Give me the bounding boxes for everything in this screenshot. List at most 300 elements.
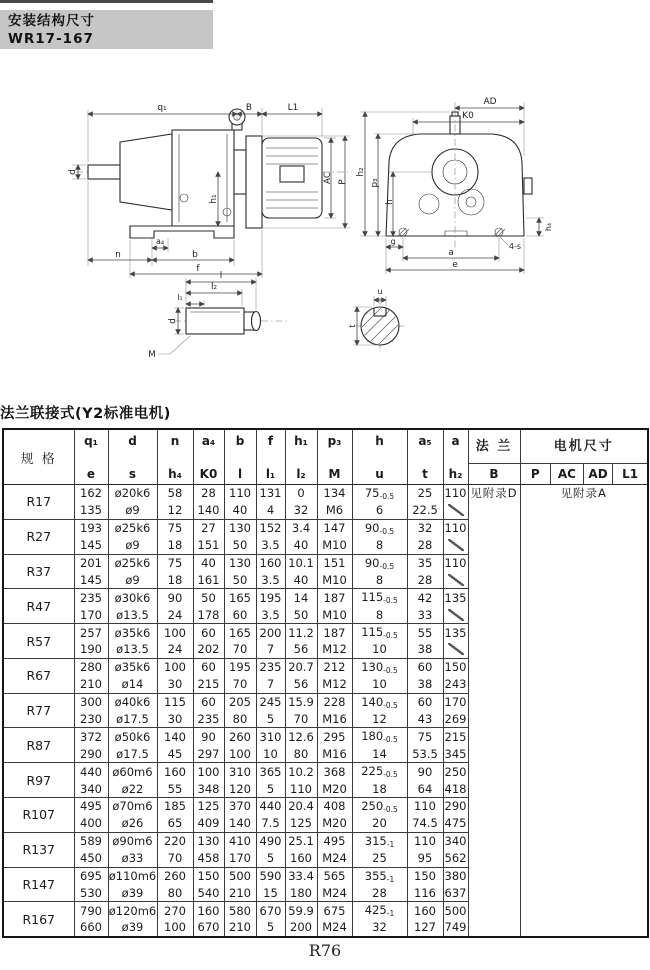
col-header-bottom-label: s	[128, 467, 137, 481]
dim-cell: 125	[193, 798, 224, 815]
dim-cell: M24	[317, 919, 352, 936]
dimensions-table-head	[3, 429, 648, 485]
dim-cell: ø17.5	[108, 711, 157, 728]
dim-label-AD: AD	[483, 97, 497, 107]
dim-label-h4: h₄	[544, 222, 553, 232]
dim-cell: 5	[256, 850, 285, 867]
dim-cell: 440	[74, 763, 108, 780]
dim-cell: M24	[317, 884, 352, 901]
col-header-dim-9	[407, 429, 443, 485]
spec-label: R147	[3, 867, 74, 902]
dim-cell: ø60m6	[108, 763, 157, 780]
dim-cell: 165	[224, 589, 256, 606]
col-header-flange	[468, 429, 520, 485]
dim-cell: 70	[224, 641, 256, 658]
dim-cell: 65	[157, 815, 193, 832]
dim-cell: 42	[407, 589, 443, 606]
dim-cell: 3.5	[256, 537, 285, 554]
dim-cell: 110	[407, 798, 443, 815]
dim-cell: 269	[444, 712, 467, 727]
dim-cell: 190	[74, 641, 108, 658]
dim-cell: 80	[224, 711, 256, 728]
dim-cell: 130	[224, 554, 256, 571]
dim-cell: 660	[74, 919, 108, 936]
dim-cell: 11.2	[285, 624, 317, 641]
dim-cell: 365	[256, 763, 285, 780]
dim-cell: $130_{-0.5}$	[352, 658, 407, 675]
dim-cell: 562	[444, 851, 467, 866]
shaft-detail-drawing	[148, 271, 290, 360]
dim-cell: M20	[317, 780, 352, 797]
page-header-box	[0, 10, 213, 49]
dim-cell: 90	[157, 589, 193, 606]
dim-cell: $225_{-0.5}$	[352, 763, 407, 780]
dim-cell: 4	[256, 502, 285, 519]
dim-label-l: l	[219, 271, 223, 281]
col-header-top-label: f	[267, 434, 274, 448]
dim-cell: 495	[74, 798, 108, 815]
spec-label: R27	[3, 519, 74, 554]
dim-cell: 32	[352, 919, 407, 936]
dim-cell: 8	[352, 571, 407, 588]
dim-cell	[443, 502, 468, 519]
dim-cell: 565	[317, 867, 352, 884]
dim-cell: 215	[193, 676, 224, 693]
dim-cell: 10	[352, 676, 407, 693]
dim-cell: ø33	[108, 850, 157, 867]
dim-cell: M10	[317, 571, 352, 588]
dim-cell: 400	[74, 815, 108, 832]
dim-cell: ø9	[108, 502, 157, 519]
dim-cell: 7.5	[256, 815, 285, 832]
dim-cell: ø9	[108, 537, 157, 554]
dim-cell: 6	[352, 502, 407, 519]
dim-cell: 210	[224, 884, 256, 901]
dim-cell: 59.9	[285, 902, 317, 919]
dim-cell: 260	[157, 867, 193, 884]
dim-cell: $315_{-1}$	[352, 832, 407, 849]
not-applicable-slash	[448, 609, 464, 621]
dim-cell: 40	[285, 571, 317, 588]
dim-label-P: P	[338, 179, 348, 185]
dim-cell: 152	[256, 519, 285, 536]
dim-cell: 32	[285, 502, 317, 519]
dim-cell: 60	[193, 658, 224, 675]
dim-cell: 235	[193, 711, 224, 728]
dim-cell: 150	[407, 867, 443, 884]
dim-label-d-side: d	[68, 169, 78, 175]
dim-label-f: f	[196, 264, 200, 274]
dim-cell: 3.4	[285, 519, 317, 536]
dim-cell: M16	[317, 745, 352, 762]
dim-cell: $115_{-0.5}$	[352, 624, 407, 641]
col-header-dim-4	[224, 429, 256, 485]
col-header-bottom-label: e	[86, 467, 96, 481]
dim-cell: 40	[224, 502, 256, 519]
dim-cell: 180	[285, 884, 317, 901]
dim-label-p3: p₃	[370, 178, 380, 188]
dim-cell: 15.9	[285, 693, 317, 710]
col-header-motor	[520, 429, 648, 485]
dim-cell: 151	[317, 554, 352, 571]
dim-cell: 125	[285, 815, 317, 832]
dim-cell: 230	[74, 711, 108, 728]
dim-cell: 160	[285, 850, 317, 867]
dim-cell: 151	[193, 537, 224, 554]
dim-cell: 38	[407, 676, 443, 693]
dim-cell: 14	[285, 589, 317, 606]
col-header-labels	[318, 431, 352, 483]
dim-cell: 310	[256, 728, 285, 745]
dim-cell: 185	[157, 798, 193, 815]
not-applicable-slash	[448, 504, 464, 516]
dim-cell: 70	[157, 850, 193, 867]
col-header-spec: 规 格	[3, 429, 74, 485]
motor-sub-label-AC: AC	[550, 464, 583, 484]
dim-cell: ø120m6	[108, 903, 157, 918]
dim-label-a: a	[448, 248, 454, 258]
dim-label-K0: K0	[462, 111, 474, 121]
dim-cell: 3.5	[256, 571, 285, 588]
dim-cell: 290	[74, 745, 108, 762]
col-header-top-label: a₄	[201, 434, 216, 448]
dim-cell: 130	[193, 832, 224, 849]
dim-cell: 145	[74, 537, 108, 554]
dim-cell: M6	[317, 502, 352, 519]
dim-cell: 695	[74, 867, 108, 884]
dim-cell: 410	[224, 832, 256, 849]
dim-cell: 100	[157, 919, 193, 936]
dim-cell: ø70m6	[108, 798, 157, 815]
dim-cell: 280	[74, 658, 108, 675]
dim-cell: 28	[352, 884, 407, 901]
dim-cell: ø30k6	[108, 589, 157, 606]
dim-cell: 210	[74, 676, 108, 693]
not-applicable-slash	[448, 643, 464, 655]
dim-cell: 100	[157, 658, 193, 675]
dim-cell: 170	[444, 695, 467, 710]
dim-cell: 340	[74, 780, 108, 797]
col-header-labels	[257, 431, 285, 483]
dim-cell: 50	[224, 537, 256, 554]
dim-cell: 201	[74, 554, 108, 571]
dim-cell: 170	[224, 850, 256, 867]
dim-label-L1: L1	[287, 103, 299, 113]
dim-cell: 100	[193, 763, 224, 780]
dim-cell: 22.5	[407, 502, 443, 519]
dim-cell: 187	[317, 624, 352, 641]
dim-cell: ø50k6	[108, 728, 157, 745]
dim-cell: 60	[193, 624, 224, 641]
col-header-bottom-label: u	[375, 467, 384, 481]
dim-cell: 50	[285, 606, 317, 623]
dim-cell: 14	[352, 745, 407, 762]
dim-cell: 15	[256, 884, 285, 901]
dim-cell: 110	[407, 832, 443, 849]
dim-cell: 28	[193, 485, 224, 502]
dim-cell: 160	[193, 902, 224, 919]
dim-cell: 670	[256, 902, 285, 919]
dim-cell: 24	[157, 641, 193, 658]
dim-cell: 200	[256, 624, 285, 641]
dim-cell: 10.1	[285, 554, 317, 571]
motor-sub-label-L1: L1	[612, 464, 647, 484]
dim-cell: 205	[224, 693, 256, 710]
dim-cell: 25	[352, 850, 407, 867]
col-header-bottom-label: l₁	[265, 467, 276, 481]
page-number: R76	[308, 941, 342, 960]
dim-label-B: B	[245, 103, 253, 113]
dimensions-table-body	[3, 485, 648, 937]
dim-cell: 348	[193, 780, 224, 797]
dim-cell: 170	[74, 606, 108, 623]
dim-cell: 495	[317, 832, 352, 849]
front-view-drawing	[356, 97, 553, 274]
dim-cell: 80	[157, 884, 193, 901]
col-header-labels	[109, 431, 157, 483]
dim-cell: 165	[224, 624, 256, 641]
spec-label: R57	[3, 624, 74, 659]
header-title: 安装结构尺寸	[8, 13, 95, 29]
dim-cell: 140	[193, 502, 224, 519]
motor-sub-labels	[521, 464, 648, 484]
dim-cell: 310	[224, 763, 256, 780]
dim-label-b: b	[192, 250, 198, 260]
col-header-dim-5	[256, 429, 285, 485]
dim-label-h: h	[385, 199, 395, 205]
dim-cell: 28	[407, 537, 443, 554]
dim-cell: 345	[444, 746, 467, 761]
motor-header-label: 电机尺寸	[521, 430, 648, 464]
dim-cell: 540	[193, 884, 224, 901]
dim-cell: 530	[74, 884, 108, 901]
dim-cell: 28	[407, 571, 443, 588]
col-header-dim-1	[108, 429, 157, 485]
dim-cell: 80	[285, 745, 317, 762]
dim-cell: 195	[256, 589, 285, 606]
dim-cell: 120	[224, 780, 256, 797]
dim-cell: 5	[256, 711, 285, 728]
dim-cell: $180_{-0.5}$	[352, 728, 407, 745]
spec-label: R97	[3, 763, 74, 798]
col-header-top-label: a	[451, 434, 460, 448]
dim-cell: 30	[157, 676, 193, 693]
dim-cell: ø25k6	[108, 519, 157, 536]
dim-label-t: t	[348, 324, 357, 328]
dim-cell: ø40k6	[108, 693, 157, 710]
col-header-top-label: p₃	[327, 434, 342, 448]
dim-cell: 56	[285, 641, 317, 658]
dim-cell: ø39	[108, 884, 157, 901]
dim-cell: 12.6	[285, 728, 317, 745]
dim-cell: 580	[224, 902, 256, 919]
top-rule	[0, 0, 213, 3]
dim-cell: 7	[256, 676, 285, 693]
spec-label: R137	[3, 832, 74, 867]
dim-cell: 368	[317, 763, 352, 780]
dim-cell: 150	[444, 660, 467, 675]
dim-cell: 35	[407, 554, 443, 571]
dim-cell: 25	[407, 485, 443, 502]
dim-label-h1: h₁	[209, 194, 219, 204]
side-view-drawing	[68, 103, 352, 278]
dim-cell: 475	[444, 816, 467, 831]
dim-cell: ø9	[108, 571, 157, 588]
col-header-dim-7	[317, 429, 352, 485]
dim-cell: 110	[224, 485, 256, 502]
dim-cell: 140	[157, 728, 193, 745]
dim-cell: 70	[285, 711, 317, 728]
col-header-dim-8	[352, 429, 407, 485]
dim-cell: 60	[193, 693, 224, 710]
dim-cell: 243	[444, 677, 467, 692]
dim-label-4s: 4-s	[508, 242, 522, 251]
dim-cell: ø25k6	[108, 554, 157, 571]
dim-cell: M10	[317, 606, 352, 623]
dim-cell: 290	[444, 799, 467, 814]
col-header-bottom-label: h₂	[448, 467, 463, 481]
motor-sub-label-AD: AD	[583, 464, 613, 484]
dim-cell: 749	[443, 919, 468, 936]
dim-cell: 589	[74, 832, 108, 849]
dim-cell: 25.1	[285, 832, 317, 849]
col-header-top-label: n	[170, 434, 180, 448]
dimensions-table	[2, 428, 649, 938]
dim-cell: $115_{-0.5}$	[352, 589, 407, 606]
dim-cell: 50	[193, 589, 224, 606]
dim-cell: 150	[193, 867, 224, 884]
dim-cell: 135	[444, 625, 467, 640]
dim-cell: 500	[224, 867, 256, 884]
dim-cell: 193	[74, 519, 108, 536]
dim-cell: 40	[193, 554, 224, 571]
dim-cell: 27	[193, 519, 224, 536]
dim-cell: 8	[352, 537, 407, 554]
dim-cell: ø39	[108, 919, 157, 936]
dim-cell: 75	[407, 728, 443, 745]
dim-cell: 235	[74, 589, 108, 606]
dim-cell	[443, 537, 468, 554]
dim-label-e: e	[452, 260, 458, 270]
dim-cell: $140_{-0.5}$	[352, 693, 407, 710]
dim-cell: 8	[352, 606, 407, 623]
dim-cell: 135	[74, 502, 108, 519]
not-applicable-slash	[448, 539, 464, 551]
dim-cell: 409	[193, 815, 224, 832]
dim-cell: M16	[317, 711, 352, 728]
col-header-bottom-label: K0	[199, 467, 218, 481]
dim-cell: 140	[224, 815, 256, 832]
col-header-bottom-label: M	[328, 467, 341, 481]
dim-cell: 637	[444, 885, 467, 900]
spec-label: R77	[3, 693, 74, 728]
motor-sub-label-P: P	[530, 467, 540, 481]
dim-cell: ø22	[108, 780, 157, 797]
dim-cell: 127	[407, 919, 443, 936]
dim-cell: 245	[256, 693, 285, 710]
dim-cell: 32	[407, 519, 443, 536]
dim-cell: 55	[157, 780, 193, 797]
table-section-title: 法兰联接式(Y2标准电机)	[0, 406, 171, 422]
spec-label: R167	[3, 902, 74, 937]
dim-cell: ø110m6	[108, 869, 157, 884]
dim-cell: 18	[157, 571, 193, 588]
dim-cell: 458	[193, 850, 224, 867]
dim-label-d-shaft: d	[168, 318, 178, 324]
dim-cell: 257	[74, 624, 108, 641]
dim-cell	[443, 571, 468, 588]
col-header-labels	[75, 431, 108, 483]
dim-cell: 110	[444, 486, 467, 501]
dim-cell: 110	[444, 556, 467, 570]
dim-cell: 161	[193, 571, 224, 588]
dim-cell: 10.2	[285, 763, 317, 780]
dim-cell: 340	[444, 834, 467, 849]
col-header-dim-10	[443, 429, 468, 485]
dim-cell: 116	[407, 884, 443, 901]
dim-label-g: g	[390, 237, 396, 246]
table-row-R17-top	[3, 485, 648, 502]
dim-cell: 7	[256, 641, 285, 658]
dim-cell: 33.4	[285, 867, 317, 884]
dim-cell: 18	[352, 780, 407, 797]
dim-cell: 60	[224, 606, 256, 623]
dim-cell: 370	[224, 798, 256, 815]
spec-label: R87	[3, 728, 74, 763]
dim-cell: 195	[224, 658, 256, 675]
dim-cell: 202	[193, 641, 224, 658]
dim-cell: 10	[352, 641, 407, 658]
dim-cell: 490	[256, 832, 285, 849]
dim-cell: 380	[444, 869, 467, 884]
dim-cell: $250_{-0.5}$	[352, 798, 407, 815]
dim-cell: 295	[317, 728, 352, 745]
dim-cell: $355_{-1}$	[352, 867, 407, 884]
col-header-labels	[194, 431, 224, 483]
col-header-top-label: b	[235, 434, 245, 448]
col-header-bottom-label: h₄	[168, 467, 182, 481]
dim-cell: 5	[256, 780, 285, 797]
col-header-bottom-label: l₂	[296, 467, 306, 481]
dim-cell: 408	[317, 798, 352, 815]
dim-cell: 0	[285, 485, 317, 502]
dim-cell: 55	[407, 624, 443, 641]
dim-cell: 24	[157, 606, 193, 623]
dim-cell: 210	[224, 919, 256, 936]
col-header-labels	[225, 431, 256, 483]
dim-cell: 40	[285, 537, 317, 554]
col-header-bottom-label: t	[422, 467, 428, 481]
dim-cell: 418	[444, 781, 467, 796]
dim-cell: 110	[285, 780, 317, 797]
dim-cell: 50	[224, 571, 256, 588]
motor-appendix-note: 见附录A	[520, 485, 648, 937]
dim-cell: M12	[317, 676, 352, 693]
dim-label-u: u	[377, 287, 383, 296]
dim-cell: 12	[352, 711, 407, 728]
dim-label-q1: q₁	[157, 103, 167, 113]
spec-label: R67	[3, 658, 74, 693]
dim-cell: 134	[317, 485, 352, 502]
dim-cell: ø35k6	[108, 658, 157, 675]
dim-cell: 20.4	[285, 798, 317, 815]
header-model-range: WR17-167	[8, 30, 94, 47]
dim-cell: 10	[256, 745, 285, 762]
flange-appendix-note: 见附录D	[468, 485, 520, 937]
dim-cell: ø14	[108, 676, 157, 693]
dim-label-l2: l₂	[210, 282, 218, 292]
dim-cell: 90	[407, 763, 443, 780]
